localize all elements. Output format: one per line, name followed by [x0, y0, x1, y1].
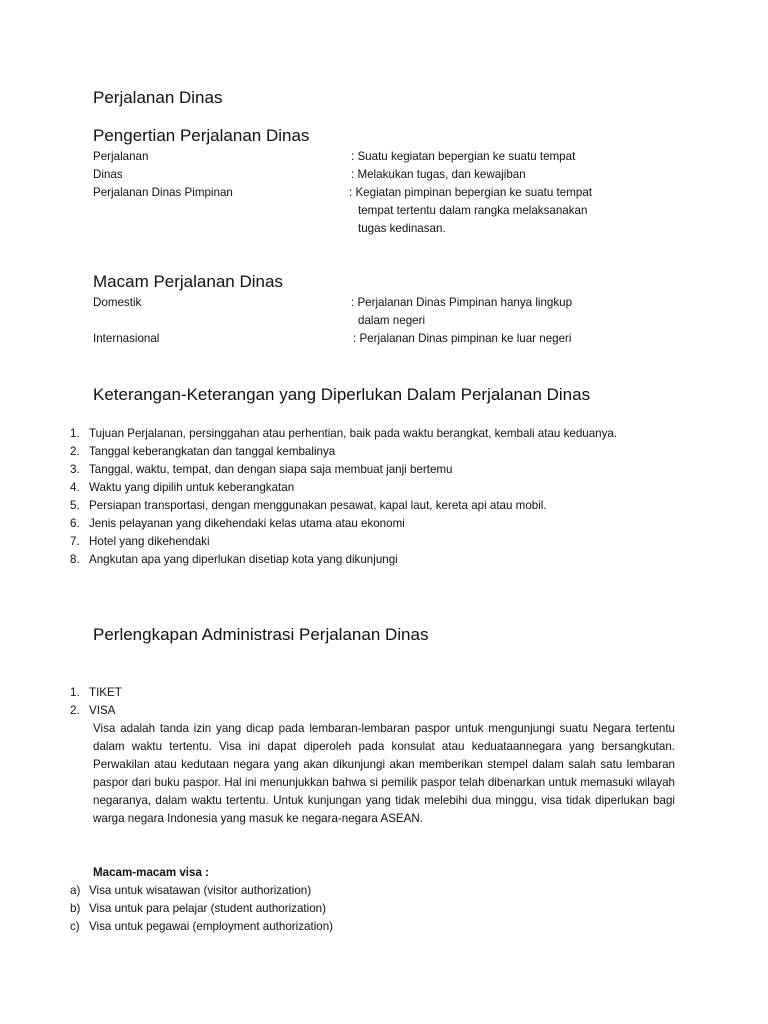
definition-term: Internasional	[93, 332, 160, 345]
definition-term: Dinas	[93, 168, 123, 181]
section-heading-keterangan: Keterangan-Keterangan yang Diperlukan Dalam Perjalanan Dinas	[93, 385, 591, 404]
list-number: 3.	[70, 463, 80, 476]
list-text: Tujuan Perjalanan, persinggahan atau perhentian, baik pada waktu berangkat, kembali atau keduanya.	[89, 427, 618, 440]
page-title: Perjalanan Dinas	[93, 88, 223, 107]
list-text: Visa untuk wisatawan (visitor authorization)	[89, 884, 312, 897]
list-number: 1.	[70, 427, 80, 440]
list-item	[70, 900, 675, 918]
list-item	[70, 551, 675, 569]
list-number: 8.	[70, 553, 80, 566]
list-letter: b)	[70, 902, 81, 915]
list-item	[70, 497, 675, 515]
definition-row	[93, 330, 693, 348]
list-text: Jenis pelayanan yang dikehendaki kelas utama atau ekonomi	[89, 517, 405, 530]
list-item	[70, 918, 675, 936]
definition-term: Perjalanan Dinas Pimpinan	[93, 186, 233, 199]
section-heading-pengertian: Pengertian Perjalanan Dinas	[93, 126, 310, 145]
list-letter: a)	[70, 884, 81, 897]
list-item	[70, 461, 675, 479]
list-item	[70, 684, 675, 702]
visa-paragraph: Visa adalah tanda izin yang dicap pada lembaran-lembaran paspor untuk mengunjungi suatu Negara tertentu dalam waktu tertentu. Visa ini dapat diperoleh pada konsulat atau keduataannegara yang bersangkutan. Perwakilan atau kedutaan negara yang akan dikunjungi akan memberikan stempel dalam salah satu lembaran paspor dari buku paspor. Hal ini menunjukkan bahwa si pemilik paspor telah dibenarkan untuk memasuki wilayah negaranya, dalam waktu tertentu. Untuk kunjungan yang tidak melebihi dua minggu, visa tidak diperlukan bagi warga negara Indonesia yang masuk ke negara-negara ASEAN.	[93, 722, 675, 825]
list-number: 1.	[70, 686, 80, 699]
definition-desc: : Perjalanan Dinas pimpinan ke luar negeri	[353, 332, 572, 345]
list-item	[70, 515, 675, 533]
numbered-list-keterangan	[70, 425, 675, 569]
definition-desc: tempat tertentu dalam rangka melaksanakan	[358, 204, 588, 217]
definition-desc: dalam negeri	[358, 314, 426, 327]
definition-desc: : Melakukan tugas, dan kewajiban	[351, 168, 526, 181]
list-text: Tanggal keberangkatan dan tanggal kembalinya	[89, 445, 336, 458]
definition-row	[93, 148, 693, 166]
section-heading-macam: Macam Perjalanan Dinas	[93, 272, 283, 291]
list-item	[70, 479, 675, 497]
list-number: 5.	[70, 499, 80, 512]
list-item	[70, 425, 675, 443]
macam-visa-heading: Macam-macam visa :	[93, 866, 209, 879]
list-number: 6.	[70, 517, 80, 530]
numbered-list-perlengkapan	[70, 684, 675, 720]
list-number: 7.	[70, 535, 80, 548]
list-item	[70, 882, 675, 900]
definition-term: Perjalanan	[93, 150, 149, 163]
definition-row	[93, 312, 693, 330]
list-number: 2.	[70, 445, 80, 458]
definition-term: Domestik	[93, 296, 142, 309]
list-item	[70, 533, 675, 551]
lettered-list-macam-visa	[70, 882, 675, 936]
definition-row	[93, 294, 693, 312]
list-text: Visa untuk para pelajar (student authorization)	[89, 902, 326, 915]
definition-row	[93, 220, 693, 238]
definition-desc: : Perjalanan Dinas Pimpinan hanya lingkup	[351, 296, 573, 309]
definition-row	[93, 166, 693, 184]
list-text: Persiapan transportasi, dengan menggunakan pesawat, kapal laut, kereta api atau mobil.	[89, 499, 547, 512]
list-text: TIKET	[89, 686, 122, 699]
list-text: Tanggal, waktu, tempat, dan dengan siapa saja membuat janji bertemu	[89, 463, 453, 476]
list-text: Hotel yang dikehendaki	[89, 535, 210, 548]
definition-desc: : Kegiatan pimpinan bepergian ke suatu tempat	[349, 186, 592, 199]
list-number: 2.	[70, 704, 80, 717]
definition-row	[93, 202, 693, 220]
section-heading-perlengkapan: Perlengkapan Administrasi Perjalanan Dinas	[93, 625, 429, 644]
definition-desc: : Suatu kegiatan bepergian ke suatu tempat	[351, 150, 576, 163]
definition-row	[93, 184, 693, 202]
list-text: Angkutan apa yang diperlukan disetiap kota yang dikunjungi	[89, 553, 398, 566]
list-number: 4.	[70, 481, 80, 494]
list-item	[70, 443, 675, 461]
definition-desc: tugas kedinasan.	[358, 222, 446, 235]
list-text: Visa untuk pegawai (employment authorization)	[89, 920, 334, 933]
list-item	[70, 702, 675, 720]
list-letter: c)	[70, 920, 80, 933]
list-text: VISA	[89, 704, 116, 717]
list-text: Waktu yang dipilih untuk keberangkatan	[89, 481, 295, 494]
